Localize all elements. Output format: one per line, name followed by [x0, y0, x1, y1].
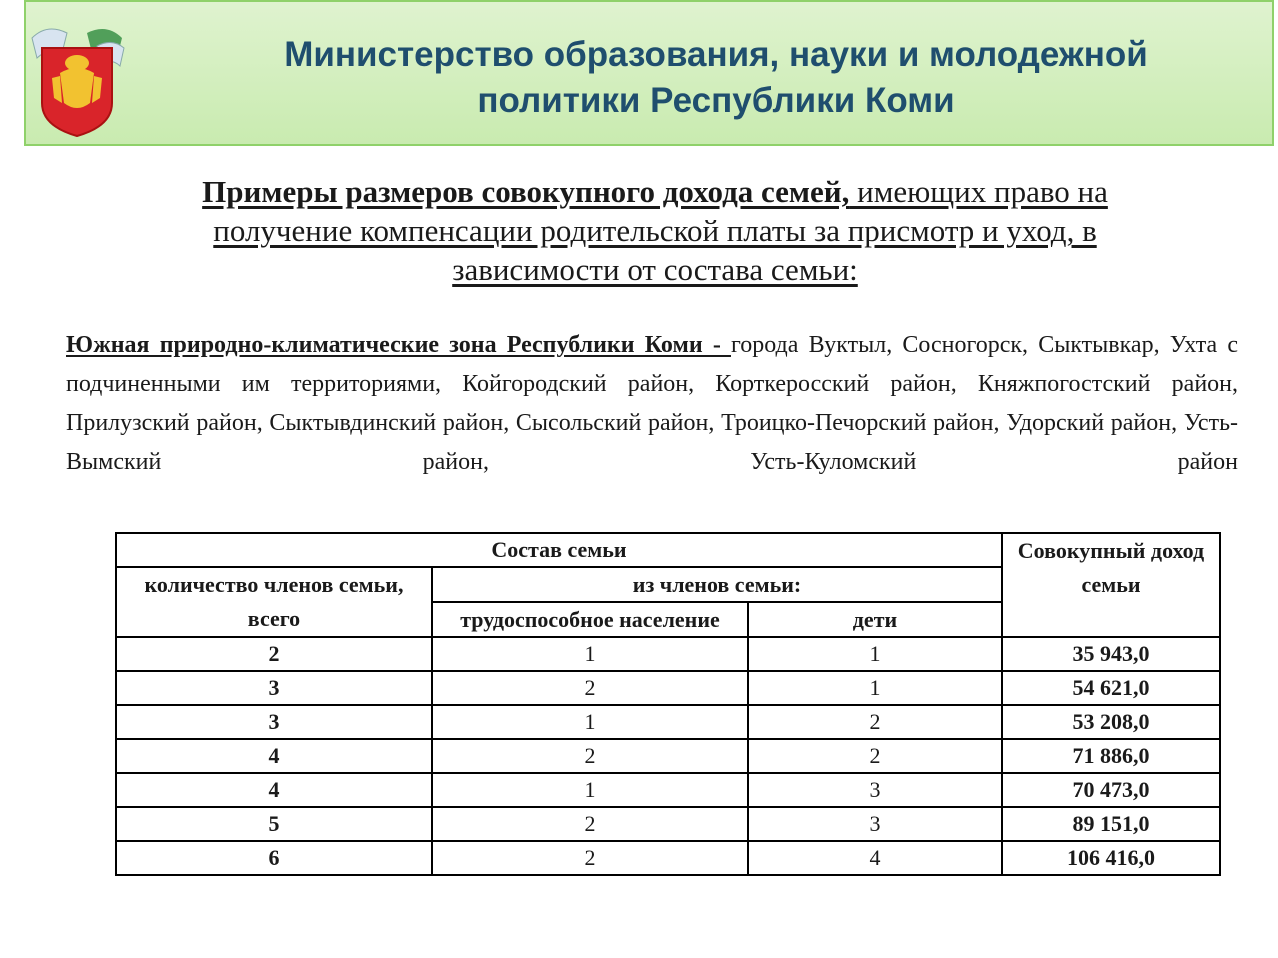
komi-coat-of-arms-icon: [12, 8, 142, 138]
page-subtitle: [100, 172, 1210, 289]
subtitle-line3: зависимости от состава семьи:: [452, 252, 858, 287]
header-family-composition: Состав семьи: [116, 533, 1002, 567]
table-row: [116, 739, 1220, 773]
cell-workers: 2: [432, 671, 748, 705]
cell-total: 54 621,0: [1002, 671, 1220, 705]
cell-children: 4: [748, 841, 1002, 875]
cell-children: 1: [748, 671, 1002, 705]
cell-members: 2: [116, 637, 432, 671]
subtitle-line2: получение компенсации родительской платы за присмотр и уход, в: [213, 213, 1097, 248]
cell-members: 5: [116, 807, 432, 841]
cell-children: 3: [748, 773, 1002, 807]
cell-workers: 2: [432, 739, 748, 773]
ministry-title-line1: Министерство образования, науки и молодежной: [284, 35, 1148, 74]
table-row: [116, 807, 1220, 841]
header-banner: [24, 0, 1274, 146]
cell-children: 1: [748, 637, 1002, 671]
zone-title: Южная природно-климатические зона Республики Коми -: [66, 332, 731, 358]
ministry-title: [176, 32, 1256, 124]
table-row: [116, 841, 1220, 875]
cell-workers: 2: [432, 807, 748, 841]
cell-workers: 2: [432, 841, 748, 875]
subtitle-regular-part: имеющих право на: [849, 174, 1108, 209]
cell-total: 71 886,0: [1002, 739, 1220, 773]
zone-text: города Вуктыл, Сосногорск, Сыктывкар, Ухта с подчиненными им территориями, Койгородский район, Корткеросский район, Княжпогостский район, Прилузский район, Сыктывдинский район, Сысольский район, Троицко-Печорский район, Удорский район, Усть-Вымский район, Усть-Куломский район: [66, 332, 1238, 475]
cell-total: 106 416,0: [1002, 841, 1220, 875]
cell-workers: 1: [432, 637, 748, 671]
subtitle-bold-part: Примеры размеров совокупного дохода семей,: [202, 174, 850, 209]
cell-members: 4: [116, 739, 432, 773]
header-member-count: количество членов семьи, всего: [116, 567, 432, 637]
cell-workers: 1: [432, 705, 748, 739]
cell-total: 35 943,0: [1002, 637, 1220, 671]
cell-members: 6: [116, 841, 432, 875]
cell-total: 89 151,0: [1002, 807, 1220, 841]
cell-workers: 1: [432, 773, 748, 807]
zone-description: [66, 326, 1238, 482]
table-row: [116, 637, 1220, 671]
header-children: дети: [748, 602, 1002, 637]
header-total-income: Совокупный доход семьи: [1002, 533, 1220, 637]
cell-children: 2: [748, 705, 1002, 739]
cell-members: 4: [116, 773, 432, 807]
cell-total: 53 208,0: [1002, 705, 1220, 739]
cell-members: 3: [116, 671, 432, 705]
cell-children: 3: [748, 807, 1002, 841]
header-workers: трудоспособное население: [432, 602, 748, 637]
ministry-title-line2: политики Республики Коми: [477, 81, 955, 120]
cell-members: 3: [116, 705, 432, 739]
header-of-which: из членов семьи:: [432, 567, 1002, 602]
cell-total: 70 473,0: [1002, 773, 1220, 807]
table-row: [116, 705, 1220, 739]
income-table: [115, 532, 1221, 876]
table-row: [116, 671, 1220, 705]
cell-children: 2: [748, 739, 1002, 773]
table-row: [116, 773, 1220, 807]
